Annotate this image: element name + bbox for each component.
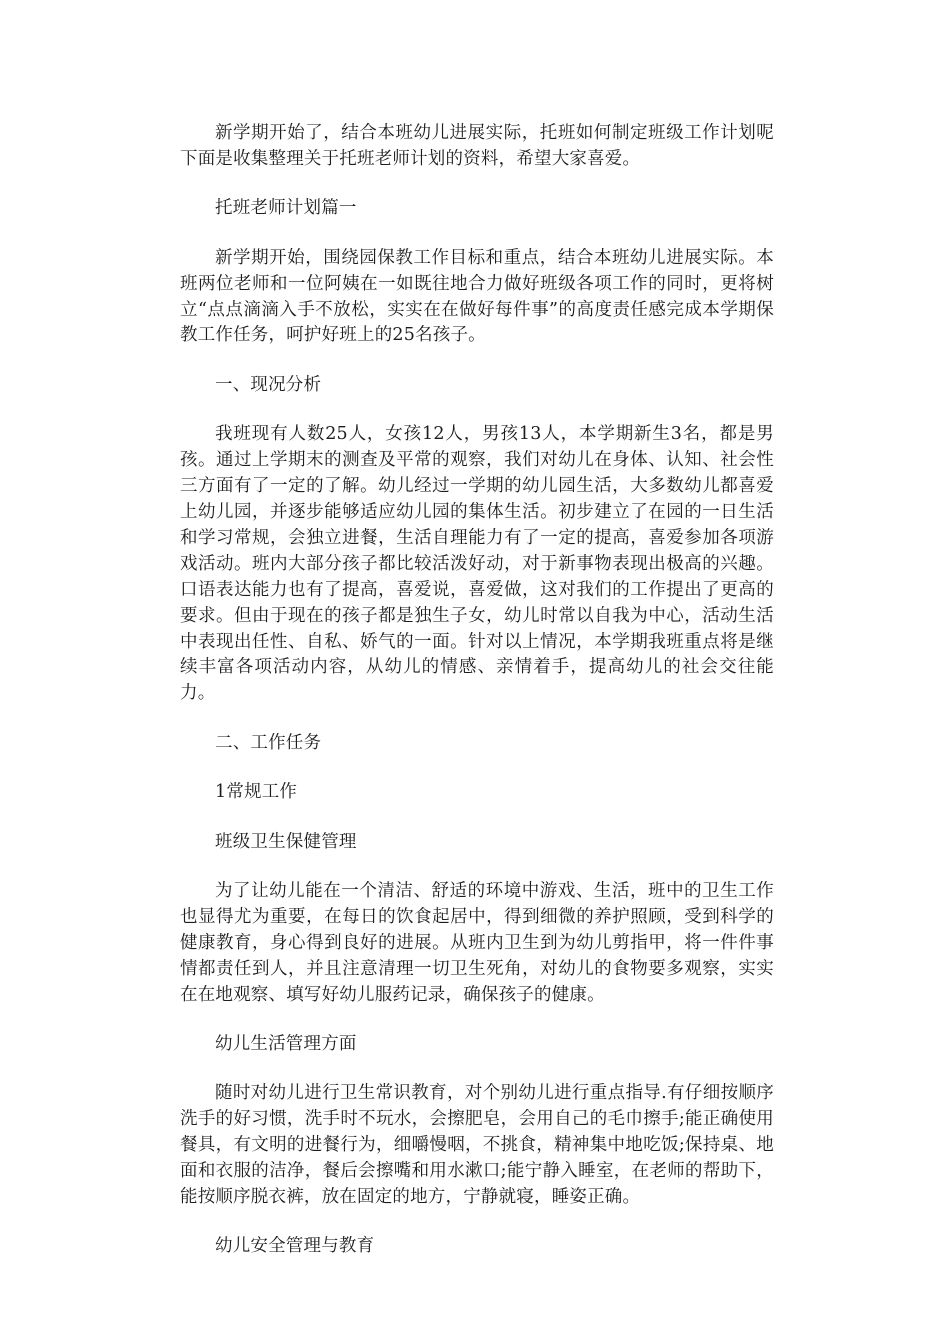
situation-analysis-paragraph: 我班现有人数25人，女孩12人，男孩13人，本学期新生3名，都是男孩。通过上学期末的测查及平常的观察，我们对幼儿在身体、认知、社会性三方面有了一定的了解。幼儿经过一学期的幼儿园生活，大多数幼儿都喜爱上幼儿园，并逐步能够适应幼儿园的集体生活。初步建立了在园的一日生活和学习常规，会独立进餐，生活自理能力有了一定的提高，喜爱参加各项游戏活动。班内大部分孩子都比较活泼好动，对于新事物表现出极高的兴趣。口语表达能力也有了提高，喜爱说，喜爱做，这对我们的工作提出了更高的要求。但由于现在的孩子都是独生子女，幼儿时常以自我为中心，活动生活中表现出任性、自私、娇气的一面。针对以上情况，本学期我班重点将是继续丰富各项活动内容，从幼儿的情感、亲情着手，提高幼儿的社会交往能力。 [180,424,774,704]
heading-routine-work: 1常规工作 [215,782,298,803]
heading-safety-management: 幼儿安全管理与教育 [215,1236,375,1257]
life-management-paragraph: 随时对幼儿进行卫生常识教育，对个别幼儿进行重点指导.有仔细按顺序洗手的好习惯，洗手时不玩水，会擦肥皂，会用自己的毛巾擦手;能正确使用餐具，有文明的进餐行为，细嚼慢咽，不挑食，精神集中地吃饭;保持桌、地面和衣服的洁净，餐后会擦嘴和用水漱口;能宁静入睡室，在老师的帮助下，能按顺序脱衣裤，放在固定的地方，宁静就寝，睡姿正确。 [180,1083,774,1207]
intro-paragraph: 新学期开始了，结合本班幼儿进展实际，托班如何制定班级工作计划呢下面是收集整理关于托班老师计划的资料，希望大家喜爱。 [180,123,774,169]
heading-situation-analysis: 一、现况分析 [215,374,322,395]
heading-work-tasks: 二、工作任务 [215,732,322,753]
hygiene-paragraph: 为了让幼儿能在一个清洁、舒适的环境中游戏、生活，班中的卫生工作也显得尤为重要，在每日的饮食起居中，得到细微的养护照顾，受到科学的健康教育，身心得到良好的进展。从班内卫生到为幼儿剪指甲，将一件件事情都责任到人，并且注意清理一切卫生死角，对幼儿的食物要多观察，实实在在地观察、填写好幼儿服药记录，确保孩子的健康。 [180,880,774,1005]
plan-intro-paragraph: 新学期开始，围绕园保教工作目标和重点，结合本班幼儿进展实际。本班两位老师和一位阿姨在一如既往地合力做好班级各项工作的同时，更将树立“点点滴滴入手不放松，实实在在做好每件事”的高度责任感完成本学期保教工作任务，呵护好班上的25名孩子。 [180,247,774,346]
document-body [180,121,774,1284]
heading-hygiene-management: 班级卫生保健管理 [215,831,357,852]
section-title-plan-one: 托班老师计划篇一 [215,198,357,219]
heading-life-management: 幼儿生活管理方面 [215,1033,357,1054]
